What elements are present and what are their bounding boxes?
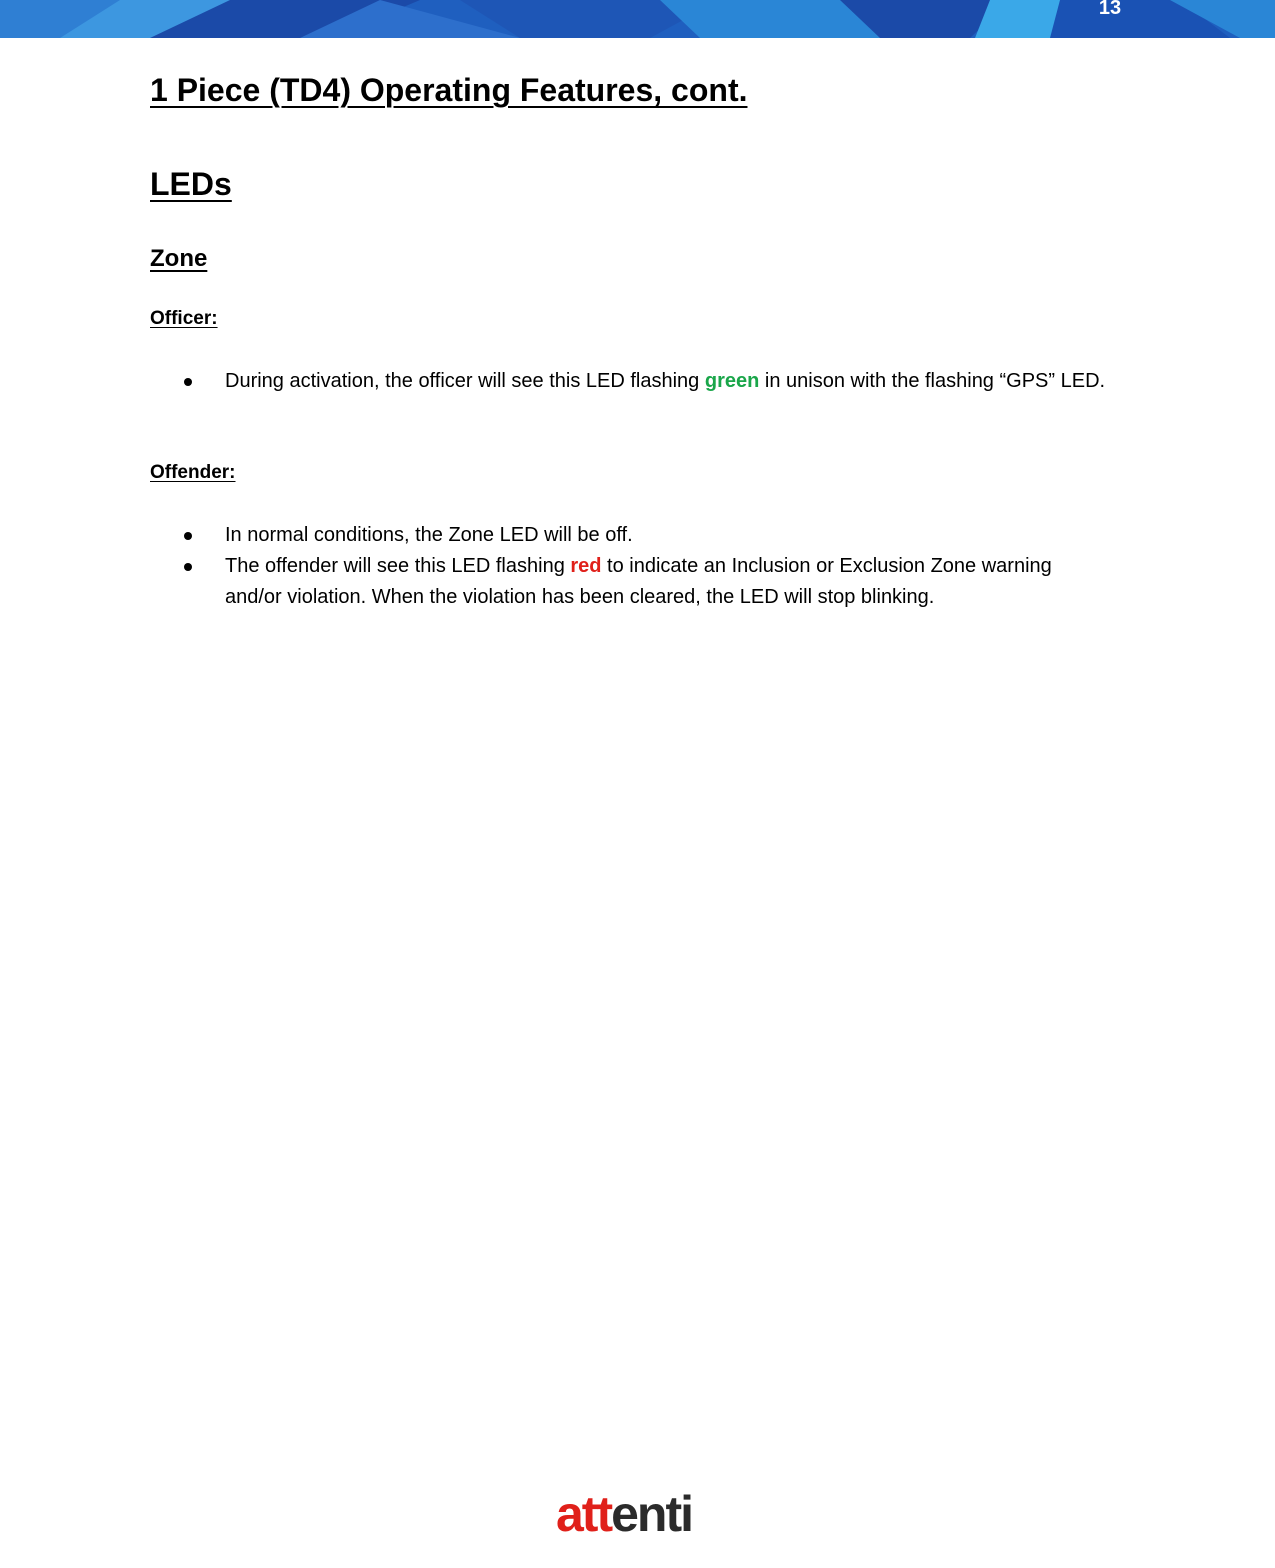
section-heading: LEDs: [150, 166, 232, 202]
logo-part-red: att: [556, 1486, 612, 1542]
bullet-text-after: to indicate an Inclusion or Exclusion Zone warning and/or violation. When the violation has been cleared, the LED will stop blinking.: [225, 555, 1052, 608]
bullet-text-after: in unison with the flashing “GPS” LED.: [759, 370, 1106, 392]
list-item: [150, 551, 1110, 613]
attenti-logo: [556, 1484, 692, 1544]
list-item: [150, 366, 1110, 397]
officer-label: Officer:: [150, 308, 218, 329]
bullet-text-before: During activation, the officer will see this LED flashing: [225, 370, 705, 392]
logo-part-dark: enti: [611, 1486, 693, 1542]
officer-bullet-list: [150, 366, 1110, 397]
page-number: 13: [1098, 0, 1122, 19]
offender-bullet-list: [150, 520, 1110, 613]
green-highlight: green: [704, 370, 760, 392]
bullet-text-before: The offender will see this LED flashing: [225, 555, 571, 577]
header-banner-graphic: [0, 0, 1275, 38]
bullet-icon: [184, 532, 192, 540]
list-item: [150, 520, 1110, 551]
page-title: 1 Piece (TD4) Operating Features, cont.: [150, 72, 748, 108]
bullet-icon: [184, 563, 192, 571]
red-highlight: red: [570, 555, 602, 577]
subsection-heading: Zone: [150, 245, 208, 272]
bullet-icon: [184, 378, 192, 386]
offender-label: Offender:: [150, 462, 236, 483]
bullet-text: In normal conditions, the Zone LED will be off.: [225, 524, 633, 546]
header-banner: [0, 0, 1275, 38]
